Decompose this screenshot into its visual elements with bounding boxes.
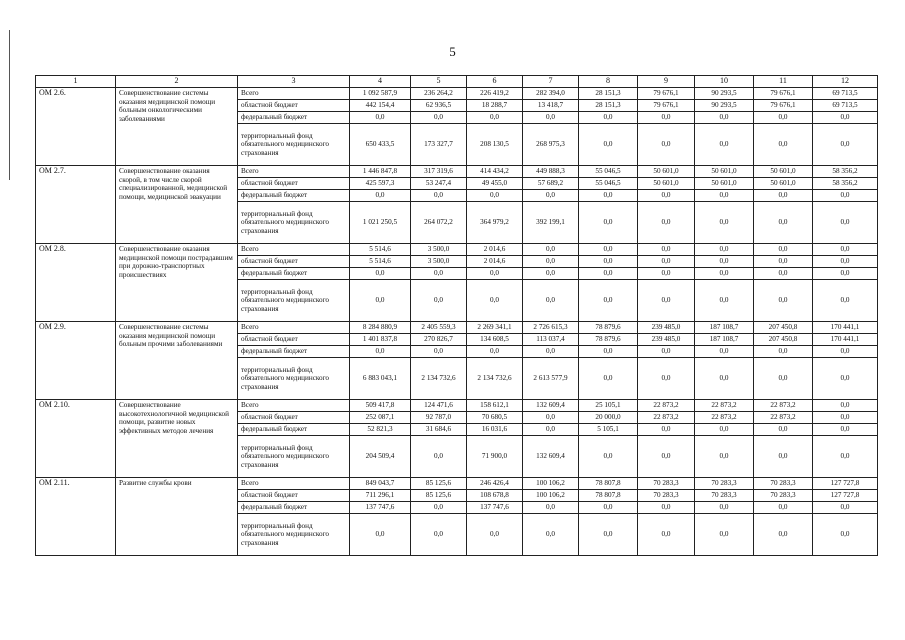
amount-cell: 0,0: [813, 280, 878, 322]
amount-cell: 58 356,2: [813, 166, 878, 178]
amount-cell: 0,0: [754, 514, 813, 556]
measure-code: ОМ 2.11.: [36, 478, 116, 556]
funding-source: Всего: [238, 400, 350, 412]
amount-cell: 53 247,4: [411, 178, 467, 190]
amount-cell: 69 713,5: [813, 88, 878, 100]
amount-cell: 0,0: [411, 268, 467, 280]
amount-cell: 90 293,5: [695, 100, 754, 112]
amount-cell: 207 450,8: [754, 322, 813, 334]
amount-cell: 127 727,8: [813, 490, 878, 502]
table-row: [36, 88, 878, 100]
amount-cell: 207 450,8: [754, 334, 813, 346]
amount-cell: 0,0: [350, 280, 411, 322]
funding-source: территориальный фонд обязательного медицинского страхования: [238, 202, 350, 244]
amount-cell: 0,0: [695, 124, 754, 166]
amount-cell: 78 807,8: [579, 478, 638, 490]
amount-cell: 0,0: [754, 190, 813, 202]
amount-cell: 50 601,0: [695, 178, 754, 190]
amount-cell: 392 199,1: [523, 202, 579, 244]
amount-cell: 62 936,5: [411, 100, 467, 112]
amount-cell: 0,0: [411, 502, 467, 514]
funding-source: Всего: [238, 478, 350, 490]
amount-cell: 134 608,5: [467, 334, 523, 346]
amount-cell: 0,0: [754, 424, 813, 436]
table-row: [36, 322, 878, 334]
amount-cell: 0,0: [813, 436, 878, 478]
amount-cell: 18 288,7: [467, 100, 523, 112]
amount-cell: 0,0: [467, 280, 523, 322]
funding-source: Всего: [238, 322, 350, 334]
funding-source: областной бюджет: [238, 334, 350, 346]
column-header: 4: [350, 76, 411, 88]
amount-cell: 509 417,8: [350, 400, 411, 412]
amount-cell: 137 747,6: [350, 502, 411, 514]
amount-cell: 50 601,0: [695, 166, 754, 178]
funding-source: Всего: [238, 88, 350, 100]
amount-cell: 0,0: [467, 268, 523, 280]
scan-artifacts: [90, 620, 690, 626]
amount-cell: 270 826,7: [411, 334, 467, 346]
amount-cell: 132 609,4: [523, 400, 579, 412]
amount-cell: 0,0: [523, 112, 579, 124]
amount-cell: 0,0: [467, 346, 523, 358]
amount-cell: 22 873,2: [638, 400, 695, 412]
amount-cell: 170 441,1: [813, 334, 878, 346]
amount-cell: 52 821,3: [350, 424, 411, 436]
amount-cell: 92 787,0: [411, 412, 467, 424]
amount-cell: 0,0: [695, 424, 754, 436]
amount-cell: 50 601,0: [754, 166, 813, 178]
amount-cell: 1 021 250,5: [350, 202, 411, 244]
amount-cell: 70 283,3: [695, 490, 754, 502]
funding-table: [35, 75, 878, 556]
amount-cell: 70 283,3: [754, 478, 813, 490]
amount-cell: 0,0: [350, 112, 411, 124]
amount-cell: 79 676,1: [754, 100, 813, 112]
amount-cell: 0,0: [579, 256, 638, 268]
header-row: [36, 76, 878, 88]
amount-cell: 0,0: [350, 346, 411, 358]
amount-cell: 20 000,0: [579, 412, 638, 424]
amount-cell: 0,0: [695, 346, 754, 358]
funding-source: областной бюджет: [238, 490, 350, 502]
amount-cell: 0,0: [523, 514, 579, 556]
amount-cell: 0,0: [813, 124, 878, 166]
amount-cell: 0,0: [523, 412, 579, 424]
amount-cell: 1 092 587,9: [350, 88, 411, 100]
amount-cell: 58 356,2: [813, 178, 878, 190]
amount-cell: 28 151,3: [579, 88, 638, 100]
amount-cell: 226 419,2: [467, 88, 523, 100]
column-header: 6: [467, 76, 523, 88]
measure-code: ОМ 2.9.: [36, 322, 116, 400]
funding-source: территориальный фонд обязательного медицинского страхования: [238, 358, 350, 400]
amount-cell: 22 873,2: [754, 412, 813, 424]
amount-cell: 0,0: [523, 280, 579, 322]
amount-cell: 442 154,4: [350, 100, 411, 112]
amount-cell: 0,0: [523, 190, 579, 202]
amount-cell: 50 601,0: [754, 178, 813, 190]
amount-cell: 0,0: [579, 190, 638, 202]
measure-name: Совершенствование системы оказания медицинской помощи больным онкологическими заболеваниями: [116, 88, 238, 166]
amount-cell: 78 879,6: [579, 322, 638, 334]
amount-cell: 0,0: [579, 502, 638, 514]
amount-cell: 0,0: [523, 268, 579, 280]
amount-cell: 0,0: [695, 268, 754, 280]
amount-cell: 3 500,0: [411, 256, 467, 268]
measure-name: Совершенствование оказания скорой, в том числе скорой специализированной, медицинской помощи, медицинской эвакуации: [116, 166, 238, 244]
amount-cell: 208 130,5: [467, 124, 523, 166]
amount-cell: 90 293,5: [695, 88, 754, 100]
amount-cell: 0,0: [411, 112, 467, 124]
amount-cell: 57 689,2: [523, 178, 579, 190]
measure-code: ОМ 2.6.: [36, 88, 116, 166]
amount-cell: 0,0: [579, 124, 638, 166]
amount-cell: 0,0: [579, 358, 638, 400]
funding-source: областной бюджет: [238, 412, 350, 424]
amount-cell: 0,0: [813, 358, 878, 400]
funding-source: федеральный бюджет: [238, 190, 350, 202]
amount-cell: 264 072,2: [411, 202, 467, 244]
amount-cell: 0,0: [467, 514, 523, 556]
amount-cell: 0,0: [411, 514, 467, 556]
funding-source: областной бюджет: [238, 178, 350, 190]
amount-cell: 0,0: [579, 436, 638, 478]
amount-cell: 0,0: [695, 244, 754, 256]
funding-source: территориальный фонд обязательного медицинского страхования: [238, 280, 350, 322]
amount-cell: 70 283,3: [638, 478, 695, 490]
amount-cell: 0,0: [523, 502, 579, 514]
amount-cell: 0,0: [523, 424, 579, 436]
amount-cell: 22 873,2: [695, 400, 754, 412]
amount-cell: 0,0: [695, 256, 754, 268]
amount-cell: 0,0: [754, 124, 813, 166]
amount-cell: 22 873,2: [695, 412, 754, 424]
measure-name: Совершенствование оказания медицинской помощи пострадавшим при дорожно-транспортных происшествиях: [116, 244, 238, 322]
column-header: 11: [754, 76, 813, 88]
amount-cell: 0,0: [695, 502, 754, 514]
amount-cell: 0,0: [411, 436, 467, 478]
amount-cell: 0,0: [638, 256, 695, 268]
amount-cell: 0,0: [579, 280, 638, 322]
amount-cell: 2 726 615,3: [523, 322, 579, 334]
amount-cell: 158 612,1: [467, 400, 523, 412]
amount-cell: 79 676,1: [638, 100, 695, 112]
amount-cell: 0,0: [813, 514, 878, 556]
amount-cell: 0,0: [754, 268, 813, 280]
amount-cell: 425 597,3: [350, 178, 411, 190]
funding-source: территориальный фонд обязательного медицинского страхования: [238, 436, 350, 478]
table-row: [36, 400, 878, 412]
amount-cell: 0,0: [638, 346, 695, 358]
amount-cell: 0,0: [695, 436, 754, 478]
amount-cell: 124 471,6: [411, 400, 467, 412]
funding-source: областной бюджет: [238, 100, 350, 112]
amount-cell: 70 283,3: [638, 490, 695, 502]
table-row: [36, 478, 878, 490]
amount-cell: 0,0: [579, 112, 638, 124]
amount-cell: 31 684,6: [411, 424, 467, 436]
amount-cell: 108 678,8: [467, 490, 523, 502]
amount-cell: 0,0: [695, 112, 754, 124]
amount-cell: 5 514,6: [350, 244, 411, 256]
amount-cell: 0,0: [695, 280, 754, 322]
amount-cell: 0,0: [695, 190, 754, 202]
amount-cell: 137 747,6: [467, 502, 523, 514]
amount-cell: 0,0: [754, 358, 813, 400]
amount-cell: 0,0: [813, 202, 878, 244]
amount-cell: 0,0: [523, 346, 579, 358]
column-header: 7: [523, 76, 579, 88]
amount-cell: 282 394,0: [523, 88, 579, 100]
measure-name: Совершенствование высокотехнологичной медицинской помощи, развитие новых эффективных методов лечения: [116, 400, 238, 478]
amount-cell: 0,0: [754, 436, 813, 478]
amount-cell: 239 485,0: [638, 322, 695, 334]
amount-cell: 22 873,2: [754, 400, 813, 412]
amount-cell: 127 727,8: [813, 478, 878, 490]
amount-cell: 5 105,1: [579, 424, 638, 436]
amount-cell: 239 485,0: [638, 334, 695, 346]
amount-cell: 3 500,0: [411, 244, 467, 256]
amount-cell: 0,0: [579, 346, 638, 358]
amount-cell: 49 455,0: [467, 178, 523, 190]
amount-cell: 0,0: [638, 436, 695, 478]
amount-cell: 449 888,3: [523, 166, 579, 178]
amount-cell: 0,0: [638, 112, 695, 124]
amount-cell: 50 601,0: [638, 166, 695, 178]
amount-cell: 79 676,1: [638, 88, 695, 100]
column-header: 2: [116, 76, 238, 88]
amount-cell: 0,0: [638, 502, 695, 514]
amount-cell: 414 434,2: [467, 166, 523, 178]
column-header: 9: [638, 76, 695, 88]
measure-code: ОМ 2.7.: [36, 166, 116, 244]
amount-cell: 0,0: [813, 256, 878, 268]
funding-source: федеральный бюджет: [238, 268, 350, 280]
amount-cell: 317 319,6: [411, 166, 467, 178]
amount-cell: 16 031,6: [467, 424, 523, 436]
amount-cell: 0,0: [638, 424, 695, 436]
amount-cell: 0,0: [350, 190, 411, 202]
amount-cell: 70 283,3: [695, 478, 754, 490]
amount-cell: 0,0: [813, 502, 878, 514]
amount-cell: 0,0: [813, 244, 878, 256]
table-body: [36, 88, 878, 556]
amount-cell: 0,0: [754, 112, 813, 124]
amount-cell: 132 609,4: [523, 436, 579, 478]
amount-cell: 0,0: [523, 256, 579, 268]
amount-cell: 2 405 559,3: [411, 322, 467, 334]
amount-cell: 0,0: [695, 514, 754, 556]
measure-name: Развитие службы крови: [116, 478, 238, 556]
amount-cell: 2 014,6: [467, 244, 523, 256]
amount-cell: 50 601,0: [638, 178, 695, 190]
amount-cell: 268 975,3: [523, 124, 579, 166]
amount-cell: 28 151,3: [579, 100, 638, 112]
amount-cell: 0,0: [638, 190, 695, 202]
column-header: 3: [238, 76, 350, 88]
amount-cell: 6 883 043,1: [350, 358, 411, 400]
amount-cell: 25 105,1: [579, 400, 638, 412]
amount-cell: 8 284 880,9: [350, 322, 411, 334]
amount-cell: 0,0: [579, 244, 638, 256]
amount-cell: 0,0: [467, 190, 523, 202]
amount-cell: 0,0: [754, 202, 813, 244]
amount-cell: 364 979,2: [467, 202, 523, 244]
funding-source: федеральный бюджет: [238, 424, 350, 436]
column-header: 8: [579, 76, 638, 88]
amount-cell: 22 873,2: [638, 412, 695, 424]
amount-cell: 2 134 732,6: [467, 358, 523, 400]
amount-cell: 849 043,7: [350, 478, 411, 490]
amount-cell: 78 879,6: [579, 334, 638, 346]
amount-cell: 252 087,1: [350, 412, 411, 424]
amount-cell: 711 296,1: [350, 490, 411, 502]
amount-cell: 0,0: [813, 412, 878, 424]
amount-cell: 70 283,3: [754, 490, 813, 502]
funding-source: федеральный бюджет: [238, 346, 350, 358]
amount-cell: 0,0: [813, 424, 878, 436]
amount-cell: 0,0: [813, 112, 878, 124]
column-header: 10: [695, 76, 754, 88]
amount-cell: 0,0: [754, 502, 813, 514]
amount-cell: 85 125,6: [411, 478, 467, 490]
amount-cell: 0,0: [638, 244, 695, 256]
amount-cell: 70 680,5: [467, 412, 523, 424]
amount-cell: 0,0: [579, 202, 638, 244]
amount-cell: 0,0: [754, 244, 813, 256]
amount-cell: 0,0: [350, 514, 411, 556]
amount-cell: 5 514,6: [350, 256, 411, 268]
funding-source: федеральный бюджет: [238, 112, 350, 124]
column-header: 1: [36, 76, 116, 88]
amount-cell: 0,0: [754, 280, 813, 322]
column-header: 12: [813, 76, 878, 88]
amount-cell: 0,0: [579, 514, 638, 556]
amount-cell: 0,0: [579, 268, 638, 280]
funding-source: областной бюджет: [238, 256, 350, 268]
amount-cell: 0,0: [411, 190, 467, 202]
measure-code: ОМ 2.8.: [36, 244, 116, 322]
amount-cell: 650 433,5: [350, 124, 411, 166]
measure-code: ОМ 2.10.: [36, 400, 116, 478]
amount-cell: 0,0: [638, 280, 695, 322]
column-header: 5: [411, 76, 467, 88]
amount-cell: 79 676,1: [754, 88, 813, 100]
amount-cell: 78 807,8: [579, 490, 638, 502]
measure-name: Совершенствование системы оказания медицинской помощи больным прочими заболеваниями: [116, 322, 238, 400]
amount-cell: 0,0: [813, 268, 878, 280]
amount-cell: 0,0: [754, 256, 813, 268]
amount-cell: 100 106,2: [523, 478, 579, 490]
amount-cell: 0,0: [695, 202, 754, 244]
amount-cell: 0,0: [638, 358, 695, 400]
amount-cell: 0,0: [638, 268, 695, 280]
amount-cell: 113 037,4: [523, 334, 579, 346]
amount-cell: 55 046,5: [579, 166, 638, 178]
amount-cell: 13 418,7: [523, 100, 579, 112]
page-number: 5: [449, 44, 456, 59]
amount-cell: 2 613 577,9: [523, 358, 579, 400]
amount-cell: 187 108,7: [695, 322, 754, 334]
amount-cell: 0,0: [638, 124, 695, 166]
funding-source: федеральный бюджет: [238, 502, 350, 514]
funding-source: территориальный фонд обязательного медицинского страхования: [238, 514, 350, 556]
amount-cell: 0,0: [523, 244, 579, 256]
amount-cell: 1 401 837,8: [350, 334, 411, 346]
amount-cell: 55 046,5: [579, 178, 638, 190]
amount-cell: 173 327,7: [411, 124, 467, 166]
amount-cell: 2 014,6: [467, 256, 523, 268]
amount-cell: 100 106,2: [523, 490, 579, 502]
funding-source: Всего: [238, 244, 350, 256]
amount-cell: 0,0: [813, 346, 878, 358]
funding-source: территориальный фонд обязательного медицинского страхования: [238, 124, 350, 166]
amount-cell: 0,0: [350, 268, 411, 280]
amount-cell: 1 446 847,8: [350, 166, 411, 178]
amount-cell: 204 509,4: [350, 436, 411, 478]
amount-cell: 0,0: [813, 190, 878, 202]
amount-cell: 236 264,2: [411, 88, 467, 100]
amount-cell: 0,0: [695, 358, 754, 400]
table-row: [36, 244, 878, 256]
amount-cell: 187 108,7: [695, 334, 754, 346]
amount-cell: 69 713,5: [813, 100, 878, 112]
amount-cell: 0,0: [411, 280, 467, 322]
amount-cell: 170 441,1: [813, 322, 878, 334]
amount-cell: 0,0: [813, 400, 878, 412]
amount-cell: 71 900,0: [467, 436, 523, 478]
amount-cell: 2 269 341,1: [467, 322, 523, 334]
funding-source: Всего: [238, 166, 350, 178]
table-row: [36, 166, 878, 178]
amount-cell: 0,0: [638, 514, 695, 556]
amount-cell: 246 426,4: [467, 478, 523, 490]
amount-cell: 2 134 732,6: [411, 358, 467, 400]
amount-cell: 0,0: [754, 346, 813, 358]
amount-cell: 0,0: [411, 346, 467, 358]
amount-cell: 85 125,6: [411, 490, 467, 502]
amount-cell: 0,0: [638, 202, 695, 244]
amount-cell: 0,0: [467, 112, 523, 124]
